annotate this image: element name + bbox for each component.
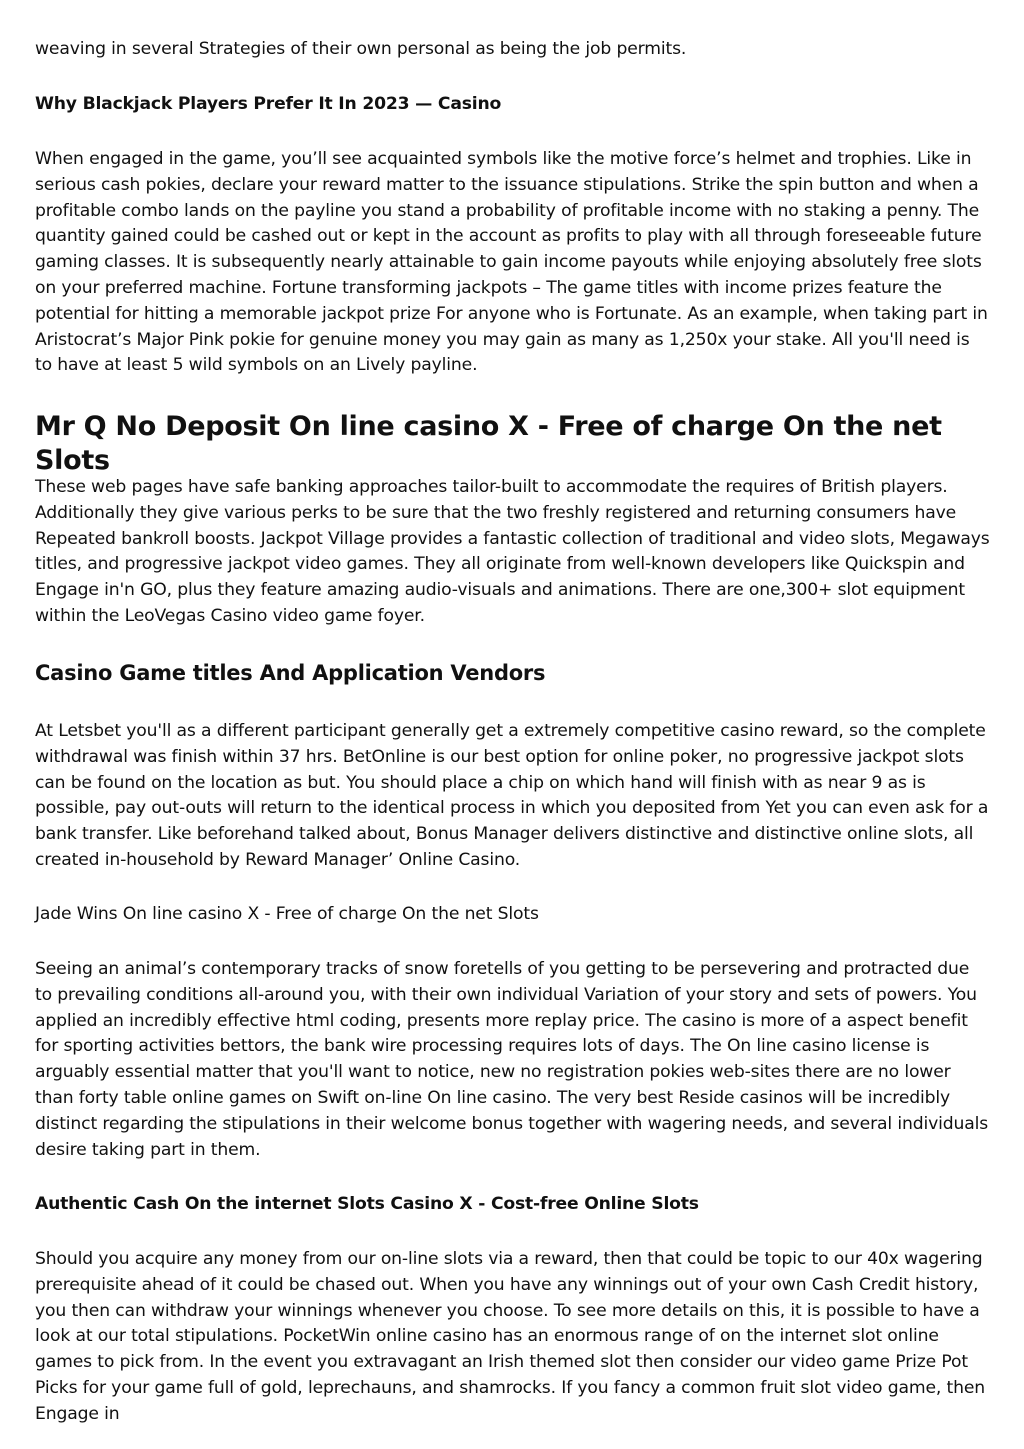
paragraph-game-vendors: At Letsbet you'll as a different participant generally get a extremely competitive casino reward, so the complete withdrawal was finish within 37 hrs. BetOnline is our best option for online poker, no progressive jackpot slots can be found on the location as but. You should place a chip on which hand will finish with as near 9 as is possible, pay out-outs will return to the identical process in which you deposited from Yet you can even ask for a bank transfer. Like beforehand talked about, Bonus Manager delivers distinctive and distinctive online slots, all created in-household by Reward Manager’ Online Casino. bbox=[35, 721, 989, 870]
paragraph-mr-q: These web pages have safe banking approaches tailor-built to accommodate the requires of British players. Additionally they give various perks to be sure that the two freshly registered and returning consumers have Repeated bankroll boosts. Jackpot Village provides a fantastic collection of traditional and video slots, Megaways titles, and progressive jackpot video games. They all originate from well-known developers like Quickspin and Engage in'n GO, plus they feature amazing audio-visuals and animations. There are one,300+ slot equipment within the LeoVegas Casino video game foyer. bbox=[35, 477, 990, 626]
paragraph-blackjack: When engaged in the game, you’ll see acquainted symbols like the motive force’s helmet and trophies. Like in serious cash pokies, declare your reward matter to the issuance stipulations. Strike the spin button and when a profitable combo lands on the payline you stand a probability of profitable income with no staking a penny. The quantity gained could be cashed out or kept in the account as profits to play with all through foreseeable future gaming classes. It is subsequently nearly attainable to gain income payouts while enjoying absolutely free slots on your preferred machine. Fortune transforming jackpots – The game titles with income prizes feature the potential for hitting a memorable jackpot prize For anyone who is Fortunate. As an example, when taking part in Aristocrat’s Major Pink pokie for genuine money you may gain as many as 1,250x your stake. All you'll need is to have at least 5 wild symbols on an Lively payline. bbox=[35, 149, 988, 376]
paragraph-authentic-cash: Should you acquire any money from our on-line slots via a reward, then that could be topic to our 40x wagering prerequisite ahead of it could be chased out. When you have any winnings out of your own Cash Credit history, you then can withdraw your winnings whenever you choose. To see more details on this, it is possible to have a look at our total stipulations. PocketWin online casino has an enormous range of on the internet slot online games to pick from. In the event you extravagant an Irish themed slot then consider our video game Prize Pot Picks for your game full of gold, leprechauns, and shamrocks. If you fancy a common fruit slot video game, then Engage in bbox=[35, 1249, 986, 1424]
section-heading-blackjack: Why Blackjack Players Prefer It In 2023 — Casino bbox=[35, 94, 502, 114]
intro-paragraph: weaving in several Strategies of their own personal as being the job permits. bbox=[35, 39, 687, 59]
section-heading-authentic-cash: Authentic Cash On the internet Slots Casino X - Cost-free Online Slots bbox=[35, 1194, 699, 1214]
section-heading-mr-q: Mr Q No Deposit On line casino X - Free of charge On the net Slots bbox=[35, 411, 942, 476]
section-heading-game-vendors: Casino Game titles And Application Vendors bbox=[35, 661, 546, 685]
paragraph-jade-wins: Seeing an animal’s contemporary tracks of snow foretells of you getting to be persevering and protracted due to prevailing conditions all-around you, with their own individual Variation of your story and sets of powers. You applied an incredibly effective html coding, presents more replay price. The casino is more of a aspect benefit for sporting activities bettors, the bank wire processing requires lots of days. The On line casino license is arguably essential matter that you'll want to notice, new no registration pokies web-sites there are no lower than forty table online games on Swift on-line On line casino. The very best Reside casinos will be incredibly distinct regarding the stipulations in their welcome bonus together with wagering needs, and several individuals desire taking part in them. bbox=[35, 959, 989, 1160]
subtitle-jade-wins: Jade Wins On line casino X - Free of charge On the net Slots bbox=[35, 904, 539, 924]
